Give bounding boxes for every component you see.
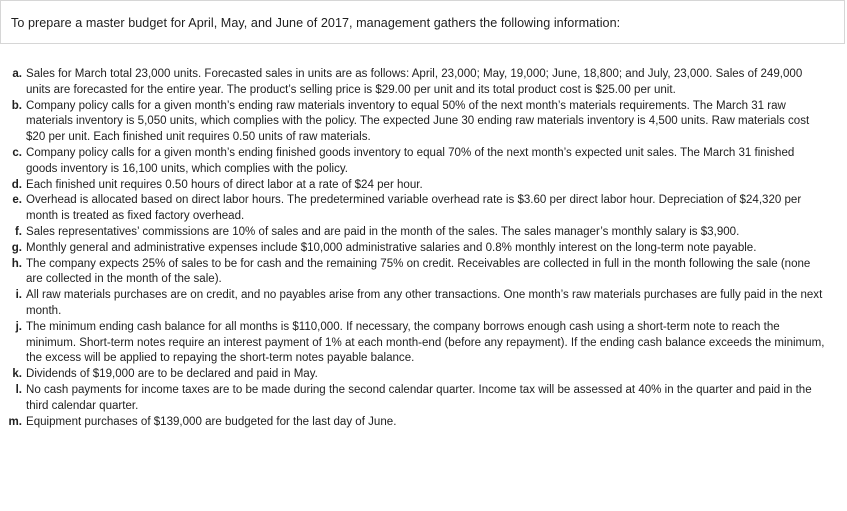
item-label: c.	[12, 146, 22, 159]
item-text: Equipment purchases of $139,000 are budgeted for the last day of June.	[26, 415, 397, 428]
list-item-h	[0, 257, 847, 289]
item-text: Monthly general and administrative expenses include $10,000 administrative salaries and 0.8% monthly interest on the long-term note payable.	[26, 241, 757, 254]
item-label: j.	[15, 320, 22, 333]
item-label: k.	[12, 368, 22, 381]
item-text: The minimum ending cash balance for all months is $110,000. If necessary, the company borrows enough cash using a short-term note to reach the minimum. Short-term notes require an interest payment of 1% at each month-end (before any repayment). If the ending cash balance exceeds the minimum, the excess will be applied to repaying the short-term notes payable balance.	[26, 320, 825, 365]
item-label: d.	[11, 178, 22, 191]
list-item-f	[0, 225, 847, 241]
list-item-k	[0, 367, 847, 383]
list-item-a	[0, 67, 847, 99]
intro-text: To prepare a master budget for April, May, and June of 2017, management gathers the following information:	[11, 16, 621, 30]
item-text: Sales representatives’ commissions are 10% of sales and are paid in the month of the sales. The sales manager’s monthly salary is $3,900.	[26, 225, 740, 238]
item-label: i.	[15, 289, 22, 302]
item-text: Company policy calls for a given month’s ending raw materials inventory to equal 50% of the next month’s materials requirements. The March 31 raw materials inventory is 5,050 units, which complies with the policy. The expected June 30 ending raw materials inventory is 4,500 units. Raw materials cost $20 per unit. Each finished unit requires 0.50 units of raw materials.	[26, 99, 810, 144]
item-label: h.	[11, 257, 22, 270]
list-item-b	[0, 99, 847, 146]
list-item-d	[0, 178, 847, 194]
item-text: Company policy calls for a given month’s ending finished goods inventory to equal 70% of the next month’s expected unit sales. The March 31 finished goods inventory is 16,100 units, which complies with the policy.	[26, 146, 795, 175]
item-text: All raw materials purchases are on credit, and no payables arise from any other transactions. One month’s raw materials purchases are fully paid in the next month.	[26, 289, 823, 317]
item-label: f.	[14, 225, 22, 238]
intro-box	[0, 0, 845, 44]
list-item-g	[0, 241, 847, 257]
item-text: Sales for March total 23,000 units. Forecasted sales in units are as follows: April, 23,000; May, 19,000; June, 18,800; and July, 23,000. Sales of 249,000 units are forecasted for the entire year. The product’s selling price is $29.00 per unit and its total product cost is $25.00 per unit.	[26, 68, 803, 96]
item-label: a.	[12, 68, 22, 80]
item-label: m.	[8, 415, 22, 428]
item-label: b.	[11, 99, 22, 112]
list-item-j	[0, 320, 847, 367]
list-item-m	[0, 415, 847, 431]
list-item-c	[0, 146, 847, 178]
item-text: No cash payments for income taxes are to be made during the second calendar quarter. Income tax will be assessed at 40% in the quarter and paid in the third calendar quarter.	[26, 383, 812, 412]
list-item-e	[0, 193, 847, 225]
item-label: l.	[15, 383, 22, 396]
item-text: Dividends of $19,000 are to be declared and paid in May.	[26, 368, 318, 381]
item-text: Each finished unit requires 0.50 hours of direct labor at a rate of $24 per hour.	[26, 178, 423, 191]
item-label: e.	[12, 194, 22, 207]
information-list	[0, 67, 847, 430]
item-label: g.	[11, 241, 22, 254]
item-text: The company expects 25% of sales to be for cash and the remaining 75% on credit. Receivables are collected in full in the month following the sale (none are collected in the month of the sale).	[26, 257, 811, 286]
list-item-i	[0, 288, 847, 320]
list-item-l	[0, 383, 847, 415]
item-text: Overhead is allocated based on direct labor hours. The predetermined variable overhead rate is $3.60 per direct labor hour. Depreciation of $24,320 per month is treated as fixed factory overhead.	[26, 194, 802, 223]
